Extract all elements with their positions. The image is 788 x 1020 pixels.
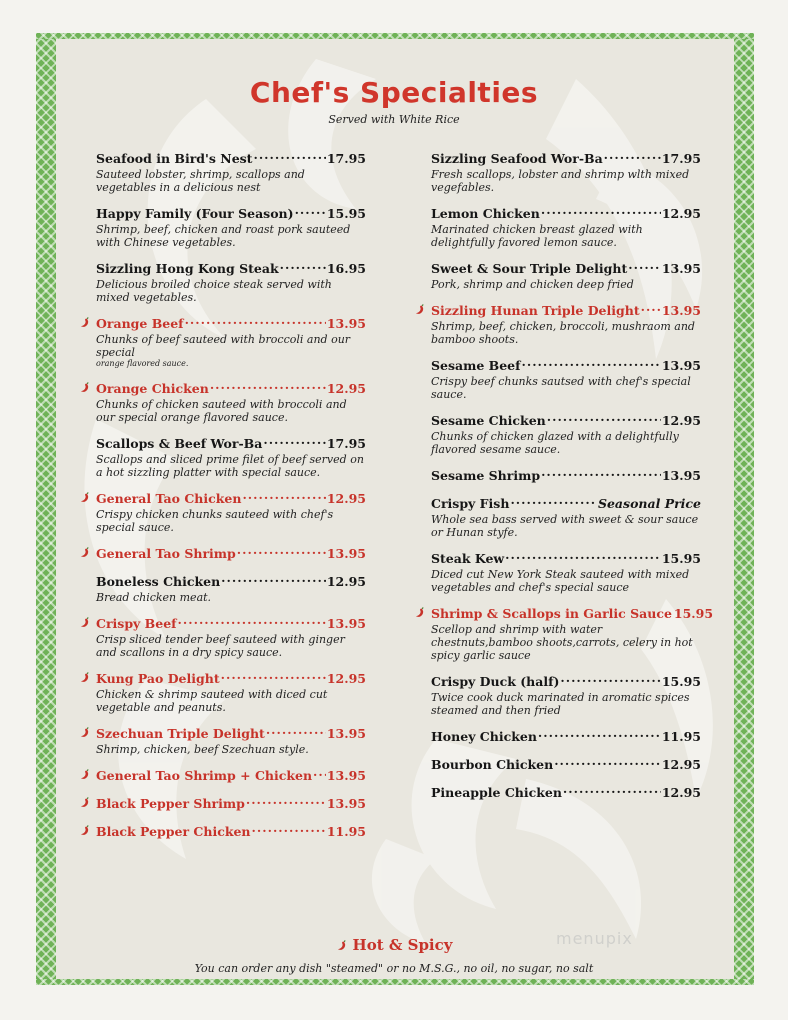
menu-item-price: 12.95 — [661, 757, 701, 772]
menu-item-price: 13.95 — [326, 726, 366, 741]
bottom-border — [36, 979, 754, 985]
menu-item-description: Scellop and shrimp with water chestnuts,bamboo shoots,carrots, celery in hot spicy garlic sauce — [431, 623, 693, 662]
hot-spicy-legend — [0, 936, 788, 954]
menu-item — [431, 149, 701, 194]
menu-item — [96, 669, 366, 714]
dot-leader — [628, 259, 661, 273]
menu-item — [96, 822, 366, 840]
menu-item-name-line — [431, 755, 701, 773]
menu-item-name-line — [431, 149, 701, 167]
menu-item-name-line — [96, 489, 366, 507]
menu-item-name-line — [431, 204, 701, 222]
menu-item-name: Black Pepper Shrimp — [96, 796, 245, 811]
menu-item-name: Scallops & Beef Wor-Ba — [96, 436, 263, 451]
menu-item-name-line — [96, 434, 366, 452]
dot-leader — [178, 614, 326, 628]
menu-item-description: Crispy chicken chunks sauteed with chef's special sauce. — [96, 508, 334, 534]
menu-item-name-line — [431, 301, 701, 319]
menu-item-description: Pork, shrimp and chicken deep fried — [431, 278, 634, 291]
dot-leader — [522, 356, 661, 370]
dot-leader — [563, 783, 661, 797]
dot-leader — [237, 544, 326, 558]
page-title: Chef's Specialties — [249, 76, 539, 109]
menu-item-name: General Tao Shrimp — [96, 546, 236, 561]
dot-leader — [252, 822, 326, 836]
menu-item-description: Diced cut New York Steak sauteed with mixed vegetables and chef's special sauce — [431, 568, 690, 594]
menu-item — [431, 356, 701, 401]
menu-item-price: 17.95 — [326, 436, 366, 451]
menu-item-name-line — [96, 614, 366, 632]
menu-item-name: Kung Pao Delight — [96, 671, 220, 686]
menu-item — [431, 259, 701, 291]
menu-item-price: 13.95 — [326, 768, 366, 783]
dot-leader — [604, 149, 661, 163]
menu-item-price: 13.95 — [326, 316, 366, 331]
menu-item-description: Fresh scallops, lobster and shrimp wlth mixed vegefables. — [431, 168, 690, 194]
menu-item-price: 12.95 — [326, 491, 366, 506]
menu-item-name: Seafood in Bird's Nest — [96, 151, 253, 166]
dot-leader — [221, 572, 326, 586]
chili-pepper-icon — [79, 727, 90, 738]
menu-item-name: General Tao Chicken — [96, 491, 242, 506]
menu-item — [96, 434, 366, 479]
menu-item — [431, 755, 701, 773]
watermark: menupix — [556, 929, 633, 948]
menu-item-name: Black Pepper Chicken — [96, 824, 251, 839]
menu-item-price: 13.95 — [326, 616, 366, 631]
menu-item-description: Delicious broiled choice steak served with mixed vegetables. — [96, 278, 332, 304]
menu-item — [96, 544, 366, 562]
dot-leader — [253, 149, 325, 163]
menu-item-name-line — [96, 204, 366, 222]
menu-item-name-line — [431, 356, 701, 374]
menu-item-name-line — [96, 149, 366, 167]
menu-item-description: Chunks of chicken sauteed with broccoli and our special orange flavored sauce. — [96, 398, 347, 424]
menu-item-name: Crispy Duck (half) — [431, 674, 560, 689]
dot-leader — [641, 301, 661, 315]
menu-item-name: Szechuan Triple Delight — [96, 726, 265, 741]
menu-item-name: Sesame Shrimp — [431, 468, 541, 483]
menu-item-name-line — [431, 549, 701, 567]
menu-item-description: Chicken & shrimp sauteed with diced cut vegetable and peanuts. — [96, 688, 328, 714]
menu-item-name-line — [96, 766, 366, 784]
hot-spicy-label: Hot & Spicy — [352, 936, 453, 954]
menu-item-price: 13.95 — [661, 303, 701, 318]
dot-leader — [295, 204, 326, 218]
menu-item-name: Sizzling Seafood Wor-Ba — [431, 151, 603, 166]
chili-pepper-icon — [79, 317, 90, 328]
dot-leader — [221, 669, 326, 683]
menu-item-description: Whole sea bass served with sweet & sour sauce or Hunan styfe. — [431, 513, 699, 539]
menu-item — [431, 411, 701, 456]
menu-item-name: Steak Kew — [431, 551, 505, 566]
left-menu-column — [96, 149, 366, 850]
dot-leader — [246, 794, 326, 808]
menu-item — [96, 614, 366, 659]
chili-pepper-icon — [79, 825, 90, 836]
menu-item-name-line — [431, 411, 701, 429]
menu-item — [431, 604, 714, 662]
menu-item-description: Crisp sliced tender beef sauteed with ginger and scallons in a dry spicy sauce. — [96, 633, 345, 659]
menu-item-price: 11.95 — [661, 729, 701, 744]
menu-item — [96, 149, 366, 194]
menu-item-price: 15.95 — [673, 606, 714, 621]
menu-item-description: Crispy beef chunks sautsed with chef's special sauce. — [431, 375, 691, 401]
menu-item-name-line — [431, 604, 714, 622]
dot-leader — [541, 204, 661, 218]
menu-item-price: 12.95 — [326, 381, 366, 396]
menu-item-name: Honey Chicken — [431, 729, 537, 744]
menu-item-description: Chunks of beef sauteed with broccoli and our special — [96, 333, 351, 359]
dot-leader — [560, 672, 660, 686]
menu-item-price: 12.95 — [326, 574, 366, 589]
dot-leader — [185, 314, 326, 328]
chili-pepper-icon — [79, 547, 90, 558]
menu-item-price: Seasonal Price — [597, 496, 701, 511]
page-subtitle: Served with White Rice — [328, 113, 460, 126]
menu-item-price: 12.95 — [661, 785, 701, 800]
menu-item-price: 17.95 — [661, 151, 701, 166]
menu-item-name-line — [96, 822, 366, 840]
dot-leader — [505, 549, 661, 563]
menu-item-name-line — [431, 672, 701, 690]
right-menu-column — [431, 149, 714, 811]
menu-item — [96, 204, 366, 249]
menu-item-name-line — [431, 466, 701, 484]
menu-item-name: Sizzling Hunan Triple Delight — [431, 303, 640, 318]
menu-item-name-line — [96, 379, 366, 397]
dot-leader — [541, 466, 661, 480]
menu-item — [431, 466, 701, 484]
menu-item — [96, 724, 366, 756]
chili-pepper-icon — [79, 492, 90, 503]
menu-item-description: Shrimp, chicken, beef Szechuan style. — [96, 743, 309, 756]
menu-item-name: Crispy Beef — [96, 616, 177, 631]
menu-item-price: 15.95 — [661, 551, 701, 566]
menu-item-name: Bourbon Chicken — [431, 757, 554, 772]
menu-item-description: Sauteed lobster, shrimp, scallops and vegetables in a delicious nest — [96, 168, 305, 194]
left-border — [36, 33, 56, 985]
menu-item-description: Marinated chicken breast glazed with delightfully favored lemon sauce. — [431, 223, 643, 249]
menu-item-name-line — [96, 794, 366, 812]
menu-item-name: Sweet & Sour Triple Delight — [431, 261, 628, 276]
menu-item-name: Sizzling Hong Kong Steak — [96, 261, 279, 276]
chili-pepper-icon — [414, 304, 425, 315]
menu-item — [96, 379, 366, 424]
menu-item-price: 12.95 — [661, 413, 701, 428]
chili-pepper-icon — [336, 940, 347, 951]
menu-item — [96, 794, 366, 812]
menu-item — [96, 572, 366, 604]
menu-item-name-line — [96, 724, 366, 742]
menu-item-name: Shrimp & Scallops in Garlic Sauce — [431, 606, 672, 621]
menu-item-price: 12.95 — [326, 671, 366, 686]
dot-leader — [538, 727, 661, 741]
menu-item — [96, 489, 366, 534]
menu-item-description: Shrimp, beef, chicken, broccoli, mushraom and bamboo shoots. — [431, 320, 695, 346]
menu-item — [96, 259, 366, 304]
dot-leader — [313, 766, 326, 780]
chili-pepper-icon — [79, 797, 90, 808]
menu-item-price: 12.95 — [661, 206, 701, 221]
menu-item-description: Twice cook duck marinated in aromatic spices steamed and then fried — [431, 691, 690, 717]
menu-item-name: General Tao Shrimp + Chicken — [96, 768, 313, 783]
menu-item-name-line — [96, 572, 366, 590]
dot-leader — [547, 411, 661, 425]
menu-item-description: Scallops and sliced prime filet of beef served on a hot sizzling platter with special sauce. — [96, 453, 364, 479]
menu-item — [431, 783, 701, 801]
menu-item-name: Lemon Chicken — [431, 206, 540, 221]
dot-leader — [280, 259, 326, 273]
menu-item-price: 15.95 — [326, 206, 366, 221]
menu-item-name: Sesame Chicken — [431, 413, 546, 428]
menu-item-price: 13.95 — [326, 796, 366, 811]
menu-item — [431, 204, 701, 249]
menu-item — [431, 549, 701, 594]
menu-item-name: Orange Chicken — [96, 381, 209, 396]
menu-item-price: 13.95 — [661, 358, 701, 373]
chili-pepper-icon — [79, 769, 90, 780]
menu-item-price: 13.95 — [661, 468, 701, 483]
menu-item-name: Happy Family (Four Season) — [96, 206, 294, 221]
menu-item-name-line — [96, 259, 366, 277]
menu-item-name-line — [431, 783, 701, 801]
menu-item-description: Bread chicken meat. — [96, 591, 212, 604]
dot-leader — [266, 724, 326, 738]
menu-item-price: 13.95 — [661, 261, 701, 276]
menu-item-description: Chunks of chicken glazed with a delightfully flavored sesame sauce. — [431, 430, 679, 456]
right-border — [734, 33, 754, 985]
dot-leader — [263, 434, 326, 448]
menu-item-name: Sesame Beef — [431, 358, 521, 373]
menu-item-name: Orange Beef — [96, 316, 184, 331]
menu-item-price: 17.95 — [326, 151, 366, 166]
menu-item-name: Boneless Chicken — [96, 574, 221, 589]
menu-item — [431, 301, 701, 346]
footer-note: You can order any dish "steamed" or no M.S.G., no oil, no sugar, no salt — [194, 962, 594, 975]
menu-item-name: Crispy Fish — [431, 496, 510, 511]
menu-item-price: 16.95 — [326, 261, 366, 276]
menu-item-name: Pineapple Chicken — [431, 785, 562, 800]
menu-item-name-line — [431, 494, 701, 512]
menu-item-name-line — [431, 259, 701, 277]
menu-item-description: Shrimp, beef, chicken and roast pork sauteed with Chinese vegetables. — [96, 223, 351, 249]
menu-item — [96, 314, 366, 369]
menu-item — [431, 494, 701, 539]
dot-leader — [210, 379, 326, 393]
chili-pepper-icon — [79, 672, 90, 683]
menu-item — [96, 766, 366, 784]
menu-item-price: 13.95 — [326, 546, 366, 561]
menu-item-name-line — [96, 669, 366, 687]
dot-leader — [554, 755, 661, 769]
menu-item-note: orange flavored sauce. — [96, 359, 189, 368]
menu-item-name-line — [96, 544, 366, 562]
menu-item — [431, 672, 701, 717]
menu-item-price: 11.95 — [326, 824, 366, 839]
chili-pepper-icon — [79, 382, 90, 393]
chili-pepper-icon — [414, 607, 425, 618]
menu-item-name-line — [96, 314, 366, 332]
dot-leader — [510, 494, 597, 508]
chili-pepper-icon — [79, 617, 90, 628]
menu-item-name-line — [431, 727, 701, 745]
dot-leader — [242, 489, 325, 503]
menu-item-price: 15.95 — [661, 674, 701, 689]
menu-item — [431, 727, 701, 745]
